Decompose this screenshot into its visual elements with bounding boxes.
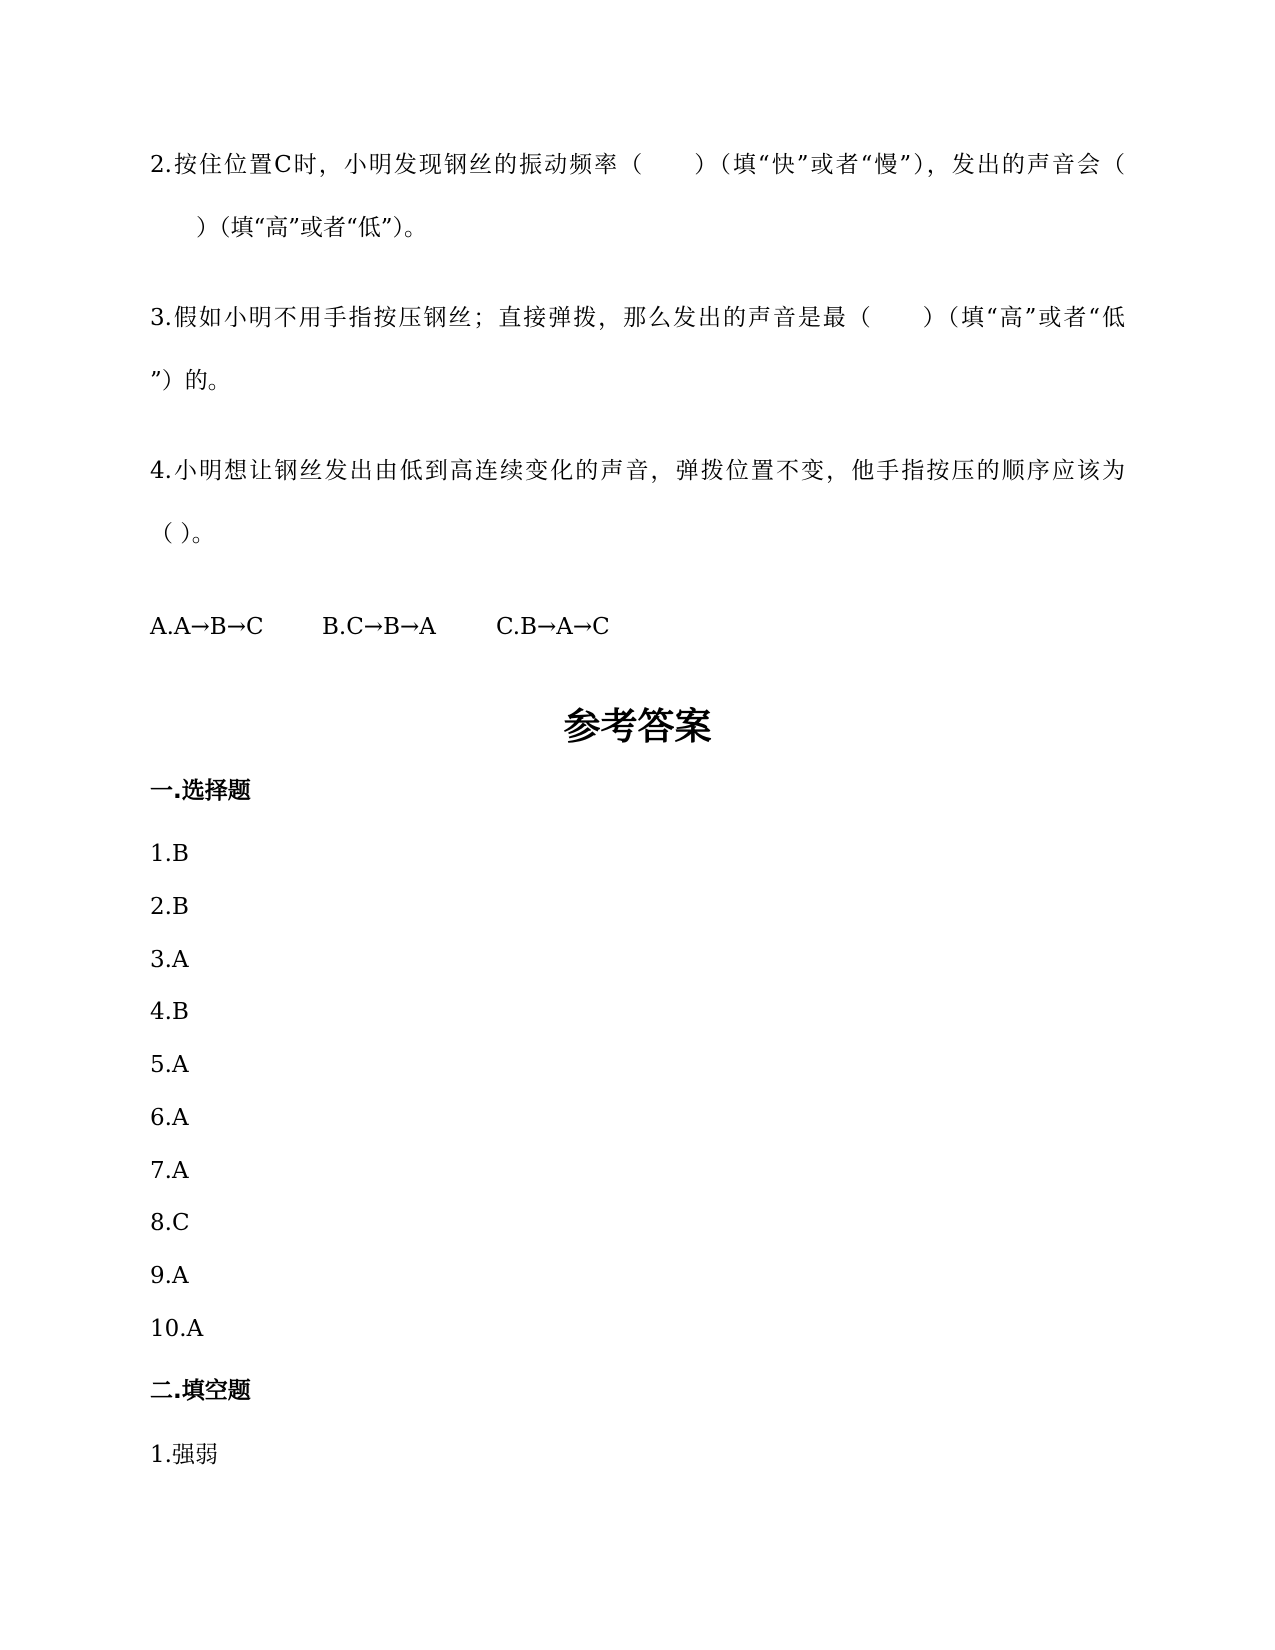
question-3-line-1: 3.假如小明不用手指按压钢丝；直接弹拨，那么发出的声音是最（ ）（填“高”或者“低 — [150, 305, 1125, 331]
answer-item: 1.强弱 — [150, 1442, 218, 1468]
question-2-line-1: 2.按住位置C时，小明发现钢丝的振动频率（ ）（填“快”或者“慢”），发出的声音会（ — [150, 152, 1125, 178]
section-heading-fill-in: 二.填空题 — [150, 1378, 251, 1404]
answer-item: 6.A — [150, 1105, 189, 1131]
section-heading-choice: 一.选择题 — [150, 778, 251, 804]
question-4-options — [150, 612, 610, 642]
question-2-line-2: ）（填“高”或者“低”）。 — [150, 215, 428, 241]
question-4-line-1: 4.小明想让钢丝发出由低到高连续变化的声音，弹拨位置不变，他手指按压的顺序应该为 — [150, 458, 1125, 484]
answer-item: 2.B — [150, 894, 189, 920]
answer-item: 4.B — [150, 999, 189, 1025]
question-3-line-2: ”）的。 — [150, 368, 231, 394]
option-c: C.B→A→C — [496, 614, 610, 640]
answer-item: 9.A — [150, 1263, 189, 1289]
answer-item: 1.B — [150, 841, 189, 867]
question-4-line-2: （ ）。 — [150, 521, 215, 547]
answer-item: 5.A — [150, 1052, 189, 1078]
answer-key-title: 参考答案 — [563, 705, 712, 748]
answer-item: 3.A — [150, 947, 189, 973]
answer-item: 10.A — [150, 1316, 204, 1342]
answer-item: 7.A — [150, 1158, 189, 1184]
answer-item: 8.C — [150, 1210, 190, 1236]
option-a: A.A→B→C — [150, 614, 264, 640]
option-b: B.C→B→A — [322, 614, 436, 640]
